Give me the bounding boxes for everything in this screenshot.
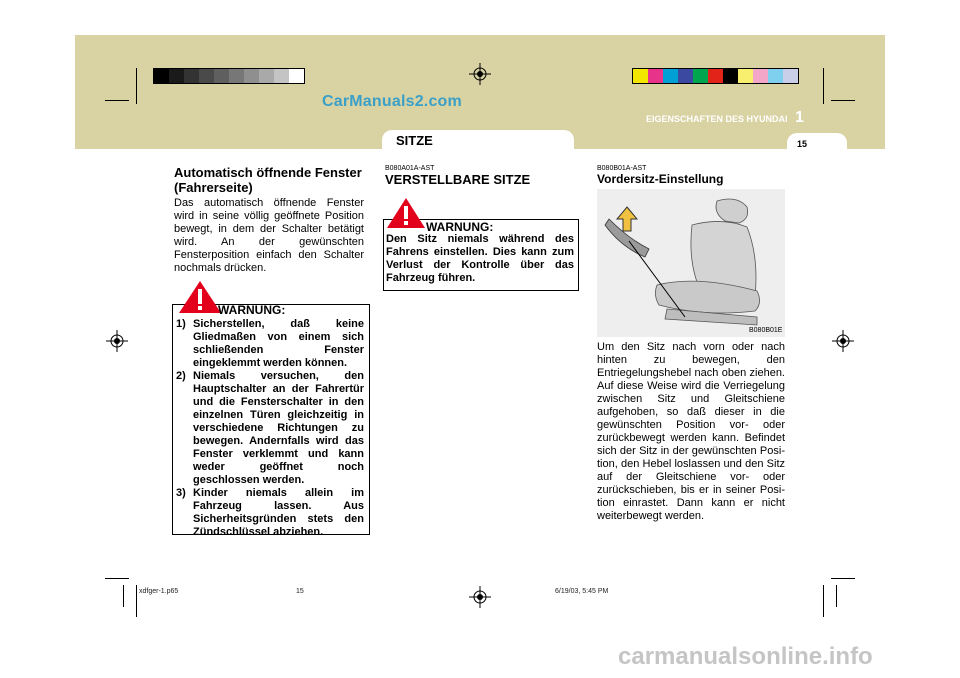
col3-body: Um den Sitz nach vorn oder nach hinten zu bewegen, den Entriegelungshebel nach oben ziehen. Auf diese Weise wird die Verriegelung zwischen Sitz und Gleitschiene aufgehoben, so daß dieser in die gewünschten Position vor- oder zurückbewegt werden kann. Befindet sich der Sitz in der gewünschten Posi-tion, den Hebel loslassen und den Sitz auf der Gleitschiene vor- oder zurückschieben, bis er in seiner Posi-tion einrastet. Dann kann er nicht weiterbewegt werden.	[597, 341, 785, 522]
brand-watermark[interactable]: carmanualsonline.info	[618, 643, 873, 670]
color-swatch	[648, 69, 663, 83]
page-number: 15	[797, 139, 808, 149]
color-swatch	[214, 69, 229, 83]
color-swatch	[184, 69, 199, 83]
warning-item-number: 2)	[176, 370, 186, 382]
color-swatch	[289, 69, 304, 83]
color-swatch	[738, 69, 753, 83]
crop-mark	[105, 100, 129, 101]
color-swatch	[169, 69, 184, 83]
col2-heading: VERSTELLBARE SITZE	[385, 172, 531, 187]
seat-figure	[597, 189, 785, 337]
color-swatch	[229, 69, 244, 83]
color-swatch	[154, 69, 169, 83]
warning-item-text: Kinder niemals allein im Fahrzeug lassen. Aus Sicherheitsgründen stets den Zündschlüssel abziehen.	[193, 487, 364, 538]
registration-target-icon	[106, 330, 128, 352]
warning-triangle-icon	[386, 197, 426, 229]
page-number-tab	[787, 133, 847, 149]
warning-item-number: 1)	[176, 318, 186, 330]
col3-heading: Vordersitz-Einstellung	[597, 172, 724, 186]
color-swatch	[663, 69, 678, 83]
color-swatch	[678, 69, 693, 83]
crop-mark	[823, 68, 824, 104]
site-watermark[interactable]: CarManuals2.com	[322, 93, 462, 110]
crop-mark	[136, 585, 137, 617]
registration-target-icon	[832, 330, 854, 352]
color-swatch	[723, 69, 738, 83]
color-swatch	[693, 69, 708, 83]
warning-item	[176, 370, 364, 487]
tab-title: SITZE	[396, 133, 433, 148]
warning-item	[176, 487, 364, 539]
col3-code: B080B01A-AST	[597, 165, 647, 172]
color-swatch	[274, 69, 289, 83]
color-swatch	[199, 69, 214, 83]
section-title: EIGENSCHAFTEN DES HYUNDAI	[646, 114, 788, 124]
crop-mark	[136, 68, 137, 104]
crop-mark	[836, 585, 837, 607]
color-swatch	[708, 69, 723, 83]
registration-target-icon	[469, 63, 491, 85]
warning-list	[176, 318, 364, 539]
footer-date: 6/19/03, 5:45 PM	[555, 588, 609, 595]
footer-file: xdfger-1.p65	[139, 588, 179, 595]
warning-item	[176, 318, 364, 370]
color-swatch	[768, 69, 783, 83]
warning-triangle-icon	[178, 280, 222, 314]
gray-calibration-bar	[153, 68, 305, 84]
color-calibration-bar	[632, 68, 799, 84]
color-swatch	[633, 69, 648, 83]
warning-item-number: 3)	[176, 487, 186, 499]
col2-code: B080A01A-AST	[385, 165, 435, 172]
warning-item-text: Sicherstellen, daß keine Gliedmaßen von einem sich schließenden Fenster eingeklemmt werden können.	[193, 318, 364, 369]
color-swatch	[783, 69, 798, 83]
crop-mark	[831, 100, 855, 101]
color-swatch	[244, 69, 259, 83]
warning-text: Den Sitz niemals während des Fahrens einstellen. Dies kann zum Verlust der Kontrolle über das Fahrzeug führen.	[386, 233, 574, 284]
col1-body: Das automatisch öffnende Fenster wird in seine völlig geöffnete Position bewegt, in dem der Schalter betätigt wird. An der gewünschten Fensterposition einfach den Schalter nochmals drücken.	[174, 197, 364, 274]
col1-heading: Automatisch öffnende Fenster (Fahrerseite)	[174, 165, 362, 195]
color-swatch	[259, 69, 274, 83]
crop-mark	[823, 585, 824, 617]
warning-title: WARNUNG:	[426, 220, 494, 234]
warning-title: WARNUNG:	[218, 303, 286, 317]
seat-illustration-icon	[597, 189, 785, 337]
crop-mark	[123, 585, 124, 607]
color-swatch	[753, 69, 768, 83]
warning-item-text: Niemals versuchen, den Hauptschalter an der Fahrertür und die Fensterschalter in den einzelnen Türen gleichzeitig in verschiedene Richtungen zu bewegen. Andernfalls wird das Fenster verklemmt und kann weder geöffnet noch geschlossen werden.	[193, 370, 364, 486]
registration-target-icon	[469, 586, 491, 608]
crop-mark	[105, 578, 129, 579]
figure-code: B080B01E	[749, 327, 783, 334]
chapter-number: 1	[795, 109, 804, 126]
crop-mark	[831, 578, 855, 579]
footer-page: 15	[296, 588, 304, 595]
